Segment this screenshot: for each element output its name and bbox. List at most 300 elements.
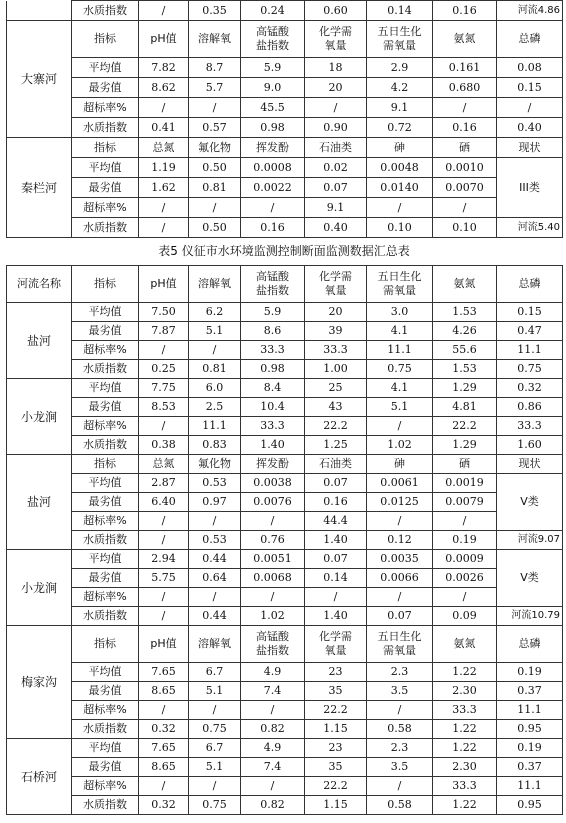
value-cell: 0.14 [367,1,433,21]
indicator-label: 平均值 [72,550,139,569]
value-cell: 11.1 [367,341,433,360]
value-cell: / [139,198,189,218]
value-cell: 0.37 [497,682,563,701]
table-row [7,158,563,178]
indicator-label: 最劣值 [72,682,139,701]
table-row [7,198,563,218]
value-cell: 1.15 [305,720,367,739]
column-header: 河流名称 [7,266,72,303]
value-cell: / [305,588,367,607]
header-row [7,21,563,58]
table-row [7,701,563,720]
value-cell: 2.30 [433,758,497,777]
value-cell: 4.1 [367,379,433,398]
note-cell: 河流5.40 [497,218,563,238]
column-header: 溶解氧 [189,21,241,58]
value-cell: 0.680 [433,78,497,98]
indicator-label: 平均值 [72,58,139,78]
column-header: 总氮 [139,138,189,158]
value-cell: 25 [305,379,367,398]
value-cell: 9.1 [367,98,433,118]
value-cell: 33.3 [241,341,305,360]
column-header: 五日生化 需氧量 [367,266,433,303]
value-cell: 45.5 [241,98,305,118]
value-cell: 1.15 [305,796,367,815]
value-cell: 0.98 [241,360,305,379]
column-header: 氨氮 [433,626,497,663]
value-cell: 5.9 [241,58,305,78]
header-row [7,266,563,303]
value-cell: / [139,512,189,531]
column-header: 氨氮 [433,21,497,58]
value-cell: 0.0076 [241,493,305,512]
table-row [7,178,563,198]
indicator-label: 平均值 [72,158,139,178]
value-cell: 5.1 [189,758,241,777]
value-cell: 0.82 [241,796,305,815]
table-row [7,218,563,238]
value-cell: 0.0061 [367,474,433,493]
value-cell: 2.3 [367,663,433,682]
table-row [7,550,563,569]
value-cell: 0.58 [367,720,433,739]
value-cell: 1.02 [367,436,433,455]
value-cell: 11.1 [189,417,241,436]
header-row [7,455,563,474]
table-row [7,360,563,379]
column-header: pH值 [139,266,189,303]
value-cell: 1.62 [139,178,189,198]
value-cell: 0.16 [241,218,305,238]
value-cell: 35 [305,758,367,777]
river-name-cell: 盐河 [7,455,72,550]
value-cell: 0.14 [305,569,367,588]
value-cell: 55.6 [433,341,497,360]
indicator-label: 水质指数 [72,218,139,238]
value-cell: 0.81 [189,360,241,379]
value-cell: / [139,588,189,607]
value-cell: 7.65 [139,663,189,682]
column-header: 指标 [72,455,139,474]
value-cell: 9.0 [241,78,305,98]
table-caption: 表5 仪征市水环境监测控制断面监测数据汇总表 [158,244,410,258]
table-row [7,303,563,322]
value-cell: 0.10 [433,218,497,238]
value-cell: 39 [305,322,367,341]
value-cell: / [189,198,241,218]
column-header: 总磷 [497,266,563,303]
column-header: pH值 [139,626,189,663]
value-cell: 0.86 [497,398,563,417]
value-cell: 1.40 [305,607,367,626]
value-cell: 1.53 [433,360,497,379]
value-cell: 0.07 [305,178,367,198]
indicator-label: 平均值 [72,303,139,322]
table-row [7,720,563,739]
value-cell: 1.22 [433,720,497,739]
value-cell: 0.57 [189,118,241,138]
value-cell: 3.5 [367,682,433,701]
value-cell: 1.53 [433,303,497,322]
value-cell: 4.9 [241,663,305,682]
value-cell: 0.44 [189,607,241,626]
value-cell: 5.1 [189,682,241,701]
value-cell: 0.97 [189,493,241,512]
column-header: 现状 [497,138,563,158]
column-header: 砷 [367,455,433,474]
value-cell: 1.22 [433,796,497,815]
column-header: 石油类 [305,455,367,474]
indicator-label: 水质指数 [72,531,139,550]
value-cell: / [497,98,563,118]
value-cell: 0.08 [497,58,563,78]
value-cell: 0.16 [433,1,497,21]
value-cell: 35 [305,682,367,701]
table-row [7,398,563,417]
value-cell: 0.161 [433,58,497,78]
value-cell: 0.15 [497,78,563,98]
value-cell: 0.75 [367,360,433,379]
column-header: 指标 [72,266,139,303]
value-cell: 8.65 [139,682,189,701]
value-cell: 0.32 [139,720,189,739]
value-cell: / [139,218,189,238]
value-cell: 0.37 [497,758,563,777]
value-cell: / [241,777,305,796]
value-cell: 8.65 [139,758,189,777]
value-cell: 1.40 [241,436,305,455]
value-cell: / [139,777,189,796]
indicator-label: 水质指数 [72,360,139,379]
value-cell: 4.9 [241,739,305,758]
value-cell: 1.22 [433,663,497,682]
value-cell: / [189,341,241,360]
value-cell: 2.30 [433,682,497,701]
value-cell: 22.2 [305,417,367,436]
value-cell: 22.2 [433,417,497,436]
value-cell: 0.81 [189,178,241,198]
value-cell: 0.19 [497,739,563,758]
column-header: 硒 [433,138,497,158]
value-cell: 7.82 [139,58,189,78]
value-cell: 0.53 [189,531,241,550]
value-cell: / [241,512,305,531]
value-cell: 8.6 [241,322,305,341]
value-cell: 8.4 [241,379,305,398]
indicator-label: 超标率% [72,701,139,720]
note-cell: 河流4.86 [497,1,563,21]
column-header: 氨氮 [433,266,497,303]
value-cell: 22.2 [305,777,367,796]
value-cell: 0.0009 [433,550,497,569]
river-name-cell: 盐河 [7,303,72,379]
value-cell: 5.75 [139,569,189,588]
value-cell: 2.87 [139,474,189,493]
value-cell: 11.1 [497,777,563,796]
value-cell: 6.7 [189,739,241,758]
river-name-cell: 小龙涧 [7,550,72,626]
value-cell: / [189,512,241,531]
value-cell: 0.75 [497,360,563,379]
value-cell: 0.60 [305,1,367,21]
value-cell: 0.0070 [433,178,497,198]
indicator-label: 水质指数 [72,436,139,455]
value-cell: 11.1 [497,701,563,720]
value-cell: / [305,98,367,118]
value-cell: 0.76 [241,531,305,550]
value-cell: 7.4 [241,682,305,701]
column-header: 五日生化 需氧量 [367,21,433,58]
value-cell: 0.0125 [367,493,433,512]
value-cell: 3.5 [367,758,433,777]
river-name-cell: 大寨河 [7,21,72,138]
column-header: 化学需 氧量 [305,266,367,303]
indicator-label: 超标率% [72,198,139,218]
value-cell: 9.1 [305,198,367,218]
indicator-label: 平均值 [72,663,139,682]
value-cell: 0.24 [241,1,305,21]
value-cell: 23 [305,739,367,758]
indicator-label: 最劣值 [72,78,139,98]
value-cell: / [189,701,241,720]
value-cell: 0.16 [433,118,497,138]
column-header: 硒 [433,455,497,474]
column-header: 化学需 氧量 [305,626,367,663]
table-row [7,531,563,550]
value-cell: 33.3 [497,417,563,436]
value-cell: 0.12 [367,531,433,550]
column-header: 高锰酸 盐指数 [241,266,305,303]
value-cell: 0.10 [367,218,433,238]
indicator-label: 最劣值 [72,569,139,588]
status-cell: III类 [497,158,563,218]
note-cell: 河流9.07 [497,531,563,550]
indicator-label: 水质指数 [72,1,139,21]
value-cell: 0.41 [139,118,189,138]
table-row [7,493,563,512]
value-cell: / [139,341,189,360]
river-name-cell: 秦栏河 [7,138,72,238]
value-cell: 1.29 [433,379,497,398]
river-name-cell: 梅家沟 [7,626,72,739]
indicator-label: 最劣值 [72,493,139,512]
column-header: 溶解氧 [189,266,241,303]
value-cell: 0.75 [189,720,241,739]
column-header: 五日生化 需氧量 [367,626,433,663]
value-cell: 0.75 [189,796,241,815]
value-cell: 0.38 [139,436,189,455]
value-cell: / [241,198,305,218]
value-cell: 7.65 [139,739,189,758]
value-cell: 5.7 [189,78,241,98]
table-row [7,569,563,588]
river-name-cell [7,1,72,21]
value-cell: 23 [305,663,367,682]
table-row [7,341,563,360]
value-cell: 43 [305,398,367,417]
indicator-label: 水质指数 [72,796,139,815]
column-header: 高锰酸 盐指数 [241,21,305,58]
document-page [6,0,562,815]
value-cell: 22.2 [305,701,367,720]
value-cell: 2.94 [139,550,189,569]
value-cell: 4.2 [367,78,433,98]
value-cell: 1.02 [241,607,305,626]
value-cell: 0.58 [367,796,433,815]
value-cell: 2.5 [189,398,241,417]
value-cell: 0.35 [189,1,241,21]
value-cell: 0.15 [497,303,563,322]
value-cell: 0.0019 [433,474,497,493]
value-cell: 2.3 [367,739,433,758]
value-cell: / [189,98,241,118]
value-cell: 0.0051 [241,550,305,569]
value-cell: / [433,198,497,218]
value-cell: 0.40 [305,218,367,238]
value-cell: 0.44 [189,550,241,569]
indicator-label: 超标率% [72,777,139,796]
value-cell: 33.3 [433,701,497,720]
value-cell: 2.9 [367,58,433,78]
value-cell: 33.3 [305,341,367,360]
column-header: 化学需 氧量 [305,21,367,58]
column-header: 氟化物 [189,455,241,474]
value-cell: 33.3 [433,777,497,796]
column-header: 挥发酚 [241,138,305,158]
indicator-label: 超标率% [72,341,139,360]
indicator-label: 水质指数 [72,118,139,138]
table-row [7,512,563,531]
value-cell: / [367,512,433,531]
value-cell: 1.60 [497,436,563,455]
value-cell: 0.0066 [367,569,433,588]
column-header: 现状 [497,455,563,474]
value-cell: 0.07 [305,474,367,493]
value-cell: 0.0010 [433,158,497,178]
column-header: 石油类 [305,138,367,158]
table-row [7,607,563,626]
value-cell: / [139,1,189,21]
value-cell: / [241,701,305,720]
value-cell: 0.83 [189,436,241,455]
value-cell: 20 [305,78,367,98]
value-cell: 4.1 [367,322,433,341]
value-cell: 6.40 [139,493,189,512]
value-cell: 1.29 [433,436,497,455]
table-row [7,417,563,436]
value-cell: 0.95 [497,720,563,739]
table-row [7,78,563,98]
value-cell: 7.4 [241,758,305,777]
value-cell: / [367,417,433,436]
status-cell: V类 [497,550,563,607]
table-row [7,436,563,455]
header-row [7,626,563,663]
value-cell: 8.62 [139,78,189,98]
indicator-label: 平均值 [72,379,139,398]
indicator-label: 超标率% [72,98,139,118]
value-cell: 0.82 [241,720,305,739]
value-cell: / [241,588,305,607]
note-cell: 河流10.79 [497,607,563,626]
value-cell: 0.0079 [433,493,497,512]
value-cell: / [139,98,189,118]
table-row [7,118,563,138]
value-cell: 0.50 [189,158,241,178]
table-row [7,379,563,398]
indicator-label: 水质指数 [72,720,139,739]
value-cell: / [367,701,433,720]
value-cell: 0.40 [497,118,563,138]
value-cell: / [139,607,189,626]
value-cell: 0.90 [305,118,367,138]
value-cell: 11.1 [497,341,563,360]
value-cell: 0.53 [189,474,241,493]
value-cell: 0.32 [139,796,189,815]
value-cell: 4.81 [433,398,497,417]
value-cell: 0.0140 [367,178,433,198]
value-cell: 3.0 [367,303,433,322]
value-cell: 8.7 [189,58,241,78]
indicator-label: 最劣值 [72,322,139,341]
indicator-label: 超标率% [72,588,139,607]
value-cell: 0.98 [241,118,305,138]
indicator-label: 最劣值 [72,178,139,198]
column-header: 高锰酸 盐指数 [241,626,305,663]
indicator-label: 最劣值 [72,758,139,777]
value-cell: 6.0 [189,379,241,398]
table-row [7,796,563,815]
value-cell: 0.25 [139,360,189,379]
table-row [7,474,563,493]
value-cell: 5.1 [367,398,433,417]
value-cell: 0.19 [497,663,563,682]
column-header: 溶解氧 [189,626,241,663]
value-cell: 7.87 [139,322,189,341]
value-cell: 4.26 [433,322,497,341]
value-cell: 7.75 [139,379,189,398]
value-cell: 1.40 [305,531,367,550]
value-cell: 0.09 [433,607,497,626]
value-cell: 0.0048 [367,158,433,178]
table-row [7,588,563,607]
column-header: pH值 [139,21,189,58]
value-cell: / [139,417,189,436]
table-row [7,322,563,341]
value-cell: 0.07 [305,550,367,569]
column-header: 砷 [367,138,433,158]
value-cell: 0.0068 [241,569,305,588]
value-cell: 0.95 [497,796,563,815]
value-cell: 20 [305,303,367,322]
value-cell: / [367,198,433,218]
column-header: 指标 [72,138,139,158]
value-cell: 0.02 [305,158,367,178]
table-row [7,682,563,701]
value-cell: 1.22 [433,739,497,758]
value-cell: / [139,531,189,550]
header-row [7,138,563,158]
column-header: 指标 [72,626,139,663]
value-cell: 0.0022 [241,178,305,198]
value-cell: 0.0008 [241,158,305,178]
value-cell: 6.7 [189,663,241,682]
value-cell: 0.0038 [241,474,305,493]
table-row [7,663,563,682]
value-cell: 44.4 [305,512,367,531]
indicator-label: 平均值 [72,474,139,493]
value-cell: 0.72 [367,118,433,138]
